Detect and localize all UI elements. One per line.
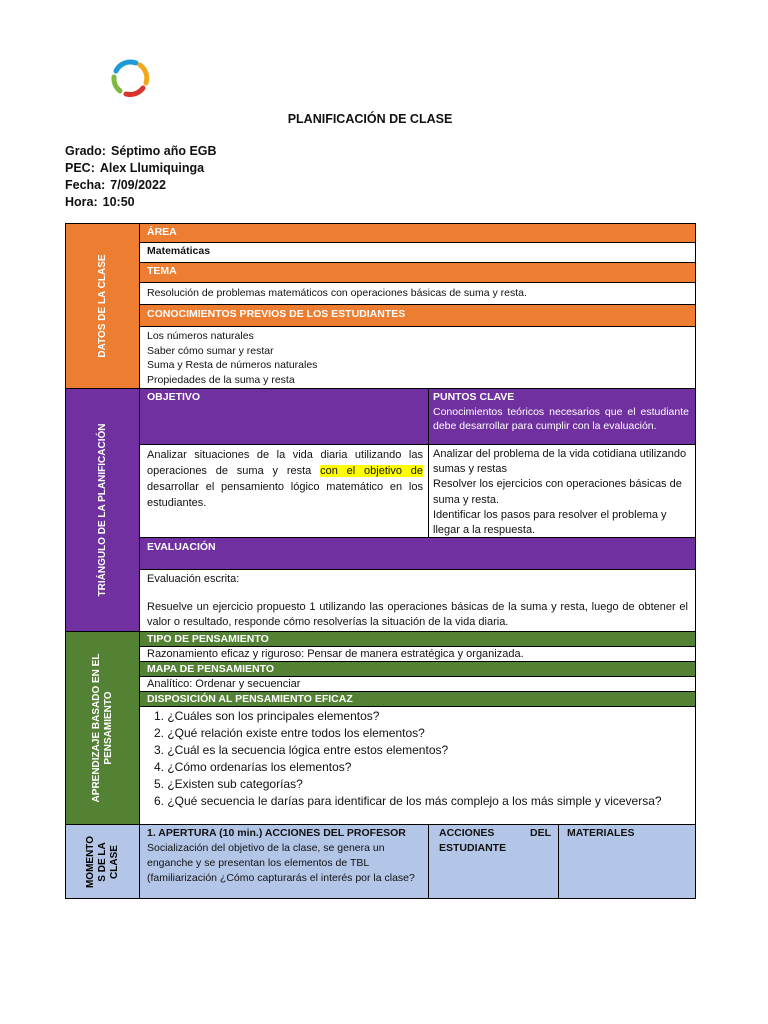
- list-item: 4. ¿Cómo ordenarías los elementos?: [154, 760, 352, 774]
- list-item: Identificar los pasos para resolver el problema y llegar a la respuesta.: [433, 508, 667, 537]
- page-title: PLANIFICACIÓN DE CLASE: [287, 112, 453, 126]
- list-item: 2. ¿Qué relación existe entre todos los elementos?: [154, 726, 425, 740]
- list-item: Saber cómo sumar y restar: [147, 344, 274, 357]
- puntos-clave-header: [433, 390, 689, 433]
- apertura-text: Socialización del objetivo de la clase, se genera un enganche y se presentan los elementos de TBL (familiarización ¿Cómo capturarás el interés por la clase?: [147, 841, 415, 884]
- momentos-row: [140, 824, 695, 898]
- section-datos: DATOS DE LA CLASE: [66, 224, 140, 388]
- logo-ring-icon: [106, 57, 152, 99]
- apertura-label: 1. APERTURA (10 min.) ACCIONES DEL PROFESOR: [147, 827, 406, 839]
- tema-label: TEMA: [140, 262, 695, 282]
- disposicion-label: DISPOSICIÓN AL PENSAMIENTO EFICAZ: [140, 691, 695, 706]
- tema-value: Resolución de problemas matemáticos con operaciones básicas de suma y resta.: [140, 282, 695, 304]
- puntos-clave-label: PUNTOS CLAVE: [433, 391, 515, 403]
- section-triangulo: TRIÁNGULO DE LA PLANIFICACIÓN: [66, 388, 140, 631]
- hora-line: Hora: 10:50: [65, 195, 135, 209]
- list-item: 1. ¿Cuáles son los principales elementos?: [154, 709, 380, 723]
- list-item: Analizar del problema de la vida cotidiana utilizando sumas y restas: [433, 448, 687, 476]
- materiales-label: MATERIALES: [567, 827, 635, 839]
- puntos-clave-description: Conocimientos teóricos necesarios que el estudiante debe desarrollar para cumplir con la evaluación.: [433, 405, 689, 432]
- acciones-estudiante-label: ACCIONES DEL ESTUDIANTE: [439, 827, 551, 854]
- objetivo-puntos-header: [140, 388, 695, 444]
- disposicion-questions: [140, 706, 695, 824]
- conocimientos-list: [140, 326, 695, 388]
- evaluacion-line1: Evaluación escrita:: [147, 573, 240, 585]
- column-divider: [428, 824, 429, 898]
- apertura-cell: [147, 826, 419, 886]
- list-item: Propiedades de la suma y resta: [147, 373, 295, 386]
- conocimientos-label: CONOCIMIENTOS PREVIOS DE LOS ESTUDIANTES: [140, 304, 695, 326]
- puntos-clave-list: [433, 447, 689, 538]
- class-header: [65, 143, 217, 211]
- objetivo-text: Analizar situaciones de la vida diaria utilizando las operaciones de suma y resta con el objetivo de desarrollar el pensamiento lógico matemático en los estudiantes.: [147, 449, 423, 509]
- objetivo-puntos-body: [140, 444, 695, 537]
- fecha-line: Fecha: 7/09/2022: [65, 178, 166, 192]
- evaluacion-line2: Resuelve un ejercicio propuesto 1 utilizando las operaciones básicas de la suma y resta, luego de obtener el valor o resultado, responde cómo resolverías la situación de la vida diaria.: [147, 601, 688, 628]
- list-item: Los números naturales: [147, 330, 254, 342]
- area-value: Matemáticas: [140, 242, 695, 262]
- section-aprendizaje: APRENDIZAJE BASADO EN EL PENSAMIENTO: [66, 631, 140, 824]
- evaluacion-body: [140, 569, 695, 631]
- tipo-pensamiento-value: Razonamiento eficaz y riguroso: Pensar de manera estratégica y organizada.: [140, 646, 695, 661]
- column-divider: [428, 388, 429, 537]
- tipo-pensamiento-label: TIPO DE PENSAMIENTO: [140, 631, 695, 646]
- column-divider: [558, 824, 559, 898]
- mapa-pensamiento-value: Analítico: Ordenar y secuenciar: [140, 676, 695, 691]
- list-item: Suma y Resta de números naturales: [147, 359, 318, 371]
- pec-line: PEC: Alex Llumiquinga: [65, 161, 205, 175]
- planning-table: [65, 223, 696, 899]
- area-label: ÁREA: [140, 224, 695, 242]
- section-momentos: MOMENTO S DE LA CLASE: [66, 824, 140, 898]
- list-item: Resolver los ejercicios con operaciones básicas de suma y resta.: [433, 478, 682, 506]
- evaluacion-label: EVALUACIÓN: [140, 537, 695, 569]
- list-item: 6. ¿Qué secuencia le darías para identificar de los más complejo a los más simple y viceversa?: [154, 794, 662, 808]
- list-item: 3. ¿Cuál es la secuencia lógica entre estos elementos?: [154, 743, 449, 757]
- objetivo-label: OBJETIVO: [147, 391, 201, 403]
- grado-line: Grado: Séptimo año EGB: [65, 144, 217, 158]
- list-item: 5. ¿Existen sub categorías?: [154, 777, 303, 791]
- mapa-pensamiento-label: MAPA DE PENSAMIENTO: [140, 661, 695, 676]
